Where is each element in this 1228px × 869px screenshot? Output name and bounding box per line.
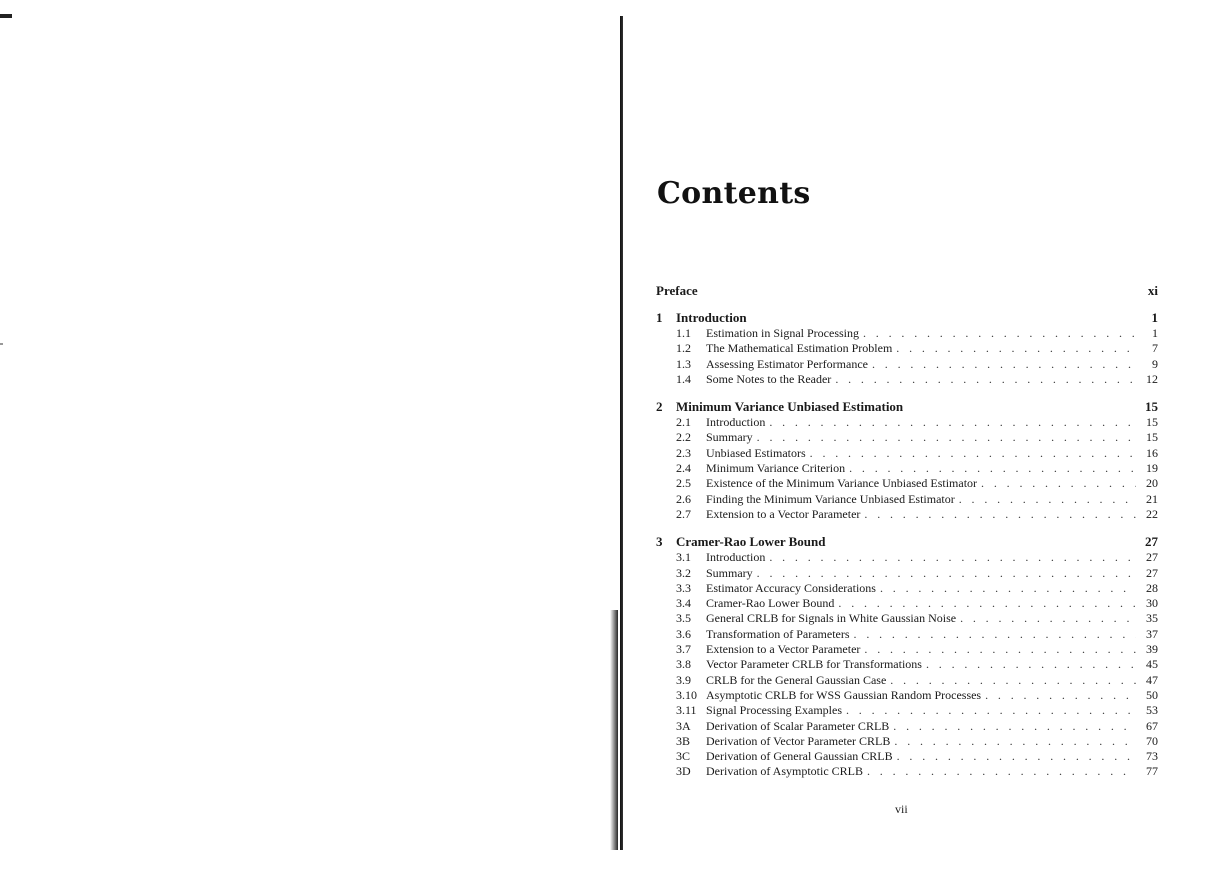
toc-chapter[interactable] [656,533,1158,550]
toc-section-page: 20 [1146,476,1158,491]
toc-section-number: 3D [676,764,691,779]
toc-leader-dots [757,430,1136,445]
toc-section-title: Existence of the Minimum Variance Unbiased Estimator [706,476,978,491]
toc-leader-dots [757,566,1136,581]
toc-section[interactable] [656,657,1158,672]
toc-section[interactable] [656,476,1158,491]
toc-section-page: 67 [1146,718,1158,733]
toc-leader-dots [769,415,1136,430]
toc-section-number: 3.10 [676,687,697,702]
toc-section-title: Introduction [706,550,766,565]
toc-section-title: Derivation of Vector Parameter CRLB [706,733,891,748]
toc-section-page: 27 [1146,550,1158,565]
toc-chapter-number: 1 [656,310,663,325]
toc-section-number: 2.2 [676,430,691,445]
toc-leader-dots [769,550,1136,565]
toc-leader-dots [864,507,1136,522]
toc-section-title: Summary [706,430,753,445]
toc-section-title: Finding the Minimum Variance Unbiased Estimator [706,491,955,506]
toc-section[interactable] [656,461,1158,476]
toc-section-number: 2.1 [676,415,691,430]
toc-section-number: 3.5 [676,611,691,626]
toc-section-page: 73 [1146,749,1158,764]
toc-section[interactable] [656,372,1158,387]
toc-leader-dots [896,341,1136,356]
toc-section-title: The Mathematical Estimation Problem [706,341,893,356]
toc-section[interactable] [656,734,1158,749]
toc-section[interactable] [656,627,1158,642]
toc-leader-dots [863,326,1136,341]
toc-section-number: 3B [676,733,691,748]
toc-leader-dots [985,688,1136,703]
toc-leader-dots [897,749,1136,764]
toc-section-page: 21 [1146,491,1158,506]
toc-section[interactable] [656,415,1158,430]
toc-section-title: Derivation of General Gaussian CRLB [706,749,893,764]
toc-chapter[interactable] [656,398,1158,415]
toc-section-number: 3.1 [676,550,691,565]
toc-leader-dots [854,627,1136,642]
toc-section[interactable] [656,566,1158,581]
toc-section-title: Derivation of Asymptotic CRLB [706,764,863,779]
toc-section-number: 3.2 [676,565,691,580]
toc-section-page: 22 [1146,506,1158,521]
toc-section[interactable] [656,749,1158,764]
toc-section-page: 7 [1152,341,1158,356]
toc-chapter-page: 15 [1145,399,1158,415]
toc-section-page: 27 [1146,565,1158,580]
toc-section-title: Extension to a Vector Parameter [706,642,861,657]
toc-section[interactable] [656,596,1158,611]
toc-section-title: Introduction [706,415,766,430]
toc-section-title: Minimum Variance Criterion [706,461,846,476]
toc-section[interactable] [656,341,1158,356]
toc-section-page: 9 [1152,356,1158,371]
toc-section-page: 1 [1152,326,1158,340]
toc-section-page: 47 [1146,672,1158,687]
toc-section-page: 30 [1146,596,1158,611]
toc-section-page: 45 [1146,657,1158,672]
toc-section-number: 3.7 [676,642,691,657]
toc-section-number: 1.4 [676,371,691,386]
toc-section-number: 3C [676,749,691,764]
toc-leader-dots [835,372,1136,387]
toc-section-page: 77 [1146,764,1158,779]
toc-section-title: Transformation of Parameters [706,626,850,641]
toc-section-title: Summary [706,565,753,580]
toc-section[interactable] [656,492,1158,507]
toc-section-number: 2.3 [676,445,691,460]
toc-section[interactable] [656,446,1158,461]
toc-section-title: CRLB for the General Gaussian Case [706,672,887,687]
toc-section-page: 50 [1146,687,1158,702]
toc-chapter-page: 27 [1145,534,1158,550]
toc-section-number: 3.3 [676,580,691,595]
toc-leader-dots [880,581,1136,596]
toc-section-page: 19 [1146,461,1158,476]
spine-shadow [610,610,618,850]
toc-section[interactable] [656,357,1158,372]
toc-section-number: 2.7 [676,506,691,521]
toc-section-page: 15 [1146,415,1158,430]
toc-section-number: 3.4 [676,596,691,611]
toc-section-page: 39 [1146,642,1158,657]
toc-section-page: 53 [1146,703,1158,718]
toc-section-number: 1.3 [676,356,691,371]
toc-leader-dots [926,657,1136,672]
toc-section-page: 37 [1146,626,1158,641]
toc-section-page: 16 [1146,445,1158,460]
toc-preface[interactable] [656,282,1158,299]
toc-section[interactable] [656,430,1158,445]
toc-leader-dots [872,357,1136,372]
toc-section-title: Signal Processing Examples [706,703,842,718]
toc-section[interactable] [656,642,1158,657]
toc-leader-dots [981,476,1136,491]
toc-section-page: 15 [1146,430,1158,445]
toc-section[interactable] [656,719,1158,734]
toc-section-number: 3.11 [676,703,697,718]
toc-leader-dots [849,461,1136,476]
toc-section[interactable] [656,326,1158,341]
toc-section-title: Unbiased Estimators [706,445,806,460]
toc-section-title: Asymptotic CRLB for WSS Gaussian Random Processes [706,687,982,702]
scan-corner-mark [0,14,12,18]
toc-section-number: 2.5 [676,476,691,491]
toc-chapter-title: Minimum Variance Unbiased Estimation [676,399,904,415]
table-of-contents [656,282,1158,780]
toc-chapter-title: Introduction [676,310,747,325]
toc-section-title: Assessing Estimator Performance [706,356,868,371]
page-title: Contents [657,176,811,211]
scan-speck [0,343,3,345]
toc-leader-dots [893,719,1136,734]
toc-chapter[interactable] [656,309,1158,326]
toc-section-title: Extension to a Vector Parameter [706,506,861,521]
toc-section[interactable] [656,703,1158,718]
right-page [623,0,1228,869]
toc-section-title: Some Notes to the Reader [706,371,832,386]
toc-section-number: 3.9 [676,672,691,687]
toc-section-number: 2.4 [676,461,691,476]
toc-section-number: 1.1 [676,326,691,340]
toc-leader-dots [867,764,1136,779]
toc-section[interactable] [656,507,1158,522]
toc-section-number: 2.6 [676,491,691,506]
toc-preface-page: xi [1147,283,1158,298]
toc-section-title: Estimation in Signal Processing [706,326,859,340]
toc-leader-dots [890,673,1136,688]
toc-chapter-page: 1 [1151,310,1158,325]
toc-section-title: Vector Parameter CRLB for Transformations [706,657,922,672]
toc-section[interactable] [656,581,1158,596]
toc-leader-dots [810,446,1136,461]
toc-section-number: 3A [676,718,691,733]
toc-leader-dots [864,642,1136,657]
toc-section[interactable] [656,611,1158,626]
toc-section-title: Cramer-Rao Lower Bound [706,596,835,611]
toc-section-number: 1.2 [676,341,691,356]
toc-section-title: Derivation of Scalar Parameter CRLB [706,718,890,733]
toc-section-number: 3.6 [676,626,691,641]
toc-chapter-title: Cramer-Rao Lower Bound [676,534,826,550]
toc-chapter-number: 3 [656,534,663,550]
toc-section[interactable] [656,688,1158,703]
toc-section-page: 70 [1146,733,1158,748]
toc-section-title: Estimator Accuracy Considerations [706,580,876,595]
toc-leader-dots [846,703,1136,718]
toc-section-number: 3.8 [676,657,691,672]
toc-section-page: 12 [1146,371,1158,386]
toc-section[interactable] [656,673,1158,688]
toc-leader-dots [960,611,1136,626]
toc-leader-dots [959,492,1136,507]
toc-section[interactable] [656,764,1158,779]
toc-leader-dots [894,734,1136,749]
toc-section-title: General CRLB for Signals in White Gaussian Noise [706,611,957,626]
page-number: vii [895,802,908,816]
toc-section-page: 35 [1146,611,1158,626]
toc-section-page: 28 [1146,580,1158,595]
toc-leader-dots [838,596,1136,611]
toc-preface-title: Preface [656,283,698,298]
toc-chapter-number: 2 [656,399,663,415]
toc-section[interactable] [656,550,1158,565]
